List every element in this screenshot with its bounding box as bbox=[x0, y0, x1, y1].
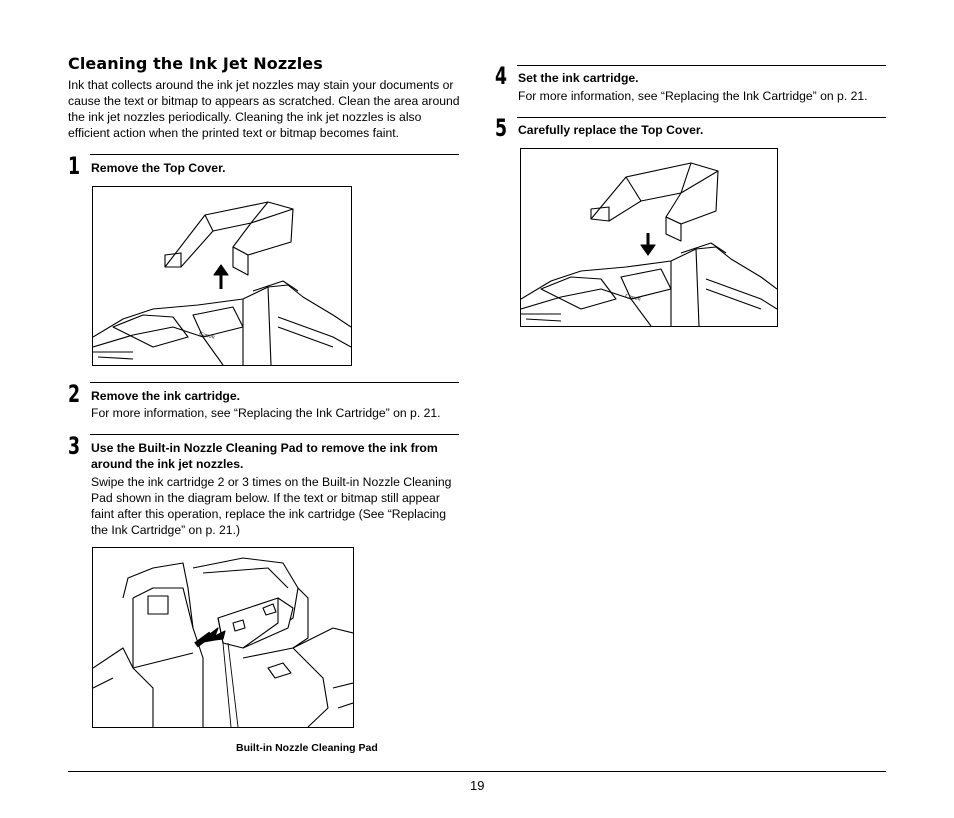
step-4-text: For more information, see “Replacing the Ink Cartridge” on p. 21. bbox=[518, 89, 868, 103]
figure-replace-top-cover bbox=[520, 148, 778, 327]
page-number: 19 bbox=[470, 778, 485, 793]
step-5-rule bbox=[517, 117, 886, 118]
step-1-number: 1 bbox=[68, 152, 81, 180]
step-2-rule bbox=[90, 382, 459, 383]
footer-rule bbox=[68, 771, 886, 772]
step-1-title: Remove the Top Cover. bbox=[91, 161, 226, 175]
figure-nozzle-cleaning bbox=[92, 547, 354, 728]
step-4-rule bbox=[517, 65, 886, 66]
step-5-title: Carefully replace the Top Cover. bbox=[518, 123, 704, 137]
step-2-number: 2 bbox=[68, 380, 81, 408]
step-2-text: For more information, see “Replacing the Ink Cartridge” on p. 21. bbox=[91, 406, 441, 420]
step-3-text: Swipe the ink cartridge 2 or 3 times on the Built-in Nozzle Cleaning Pad shown in the diagram below. If the text or bitmap still appear faint after this operation, replace the ink cartridge (See “Replacing the Ink Cartridge” on p. 21.) bbox=[91, 475, 452, 537]
figure-1-brand-label: Canon bbox=[198, 331, 216, 341]
section-title: Cleaning the Ink Jet Nozzles bbox=[68, 54, 323, 73]
section-intro: Ink that collects around the ink jet nozzles may stain your documents or cause the text or bitmap to appears as scratched. Clean the area around the ink jet nozzles periodically. Cleaning the ink jet nozzles is also efficient action when the printed text or bitmap becomes faint. bbox=[68, 78, 460, 140]
step-3-rule bbox=[90, 434, 459, 435]
step-4-title: Set the ink cartridge. bbox=[518, 71, 639, 85]
figure-remove-top-cover bbox=[92, 186, 352, 366]
step-3-number: 3 bbox=[68, 432, 81, 460]
step-3-title: Use the Built-in Nozzle Cleaning Pad to remove the ink from around the ink jet nozzles. bbox=[91, 441, 438, 471]
step-1-rule bbox=[90, 154, 459, 155]
step-4-number: 4 bbox=[495, 62, 508, 90]
step-5-number: 5 bbox=[495, 114, 508, 142]
figure-5-brand-label: Canon bbox=[624, 293, 642, 303]
pad-caption: Built-in Nozzle Cleaning Pad bbox=[236, 742, 378, 754]
step-2-title: Remove the ink cartridge. bbox=[91, 389, 241, 403]
